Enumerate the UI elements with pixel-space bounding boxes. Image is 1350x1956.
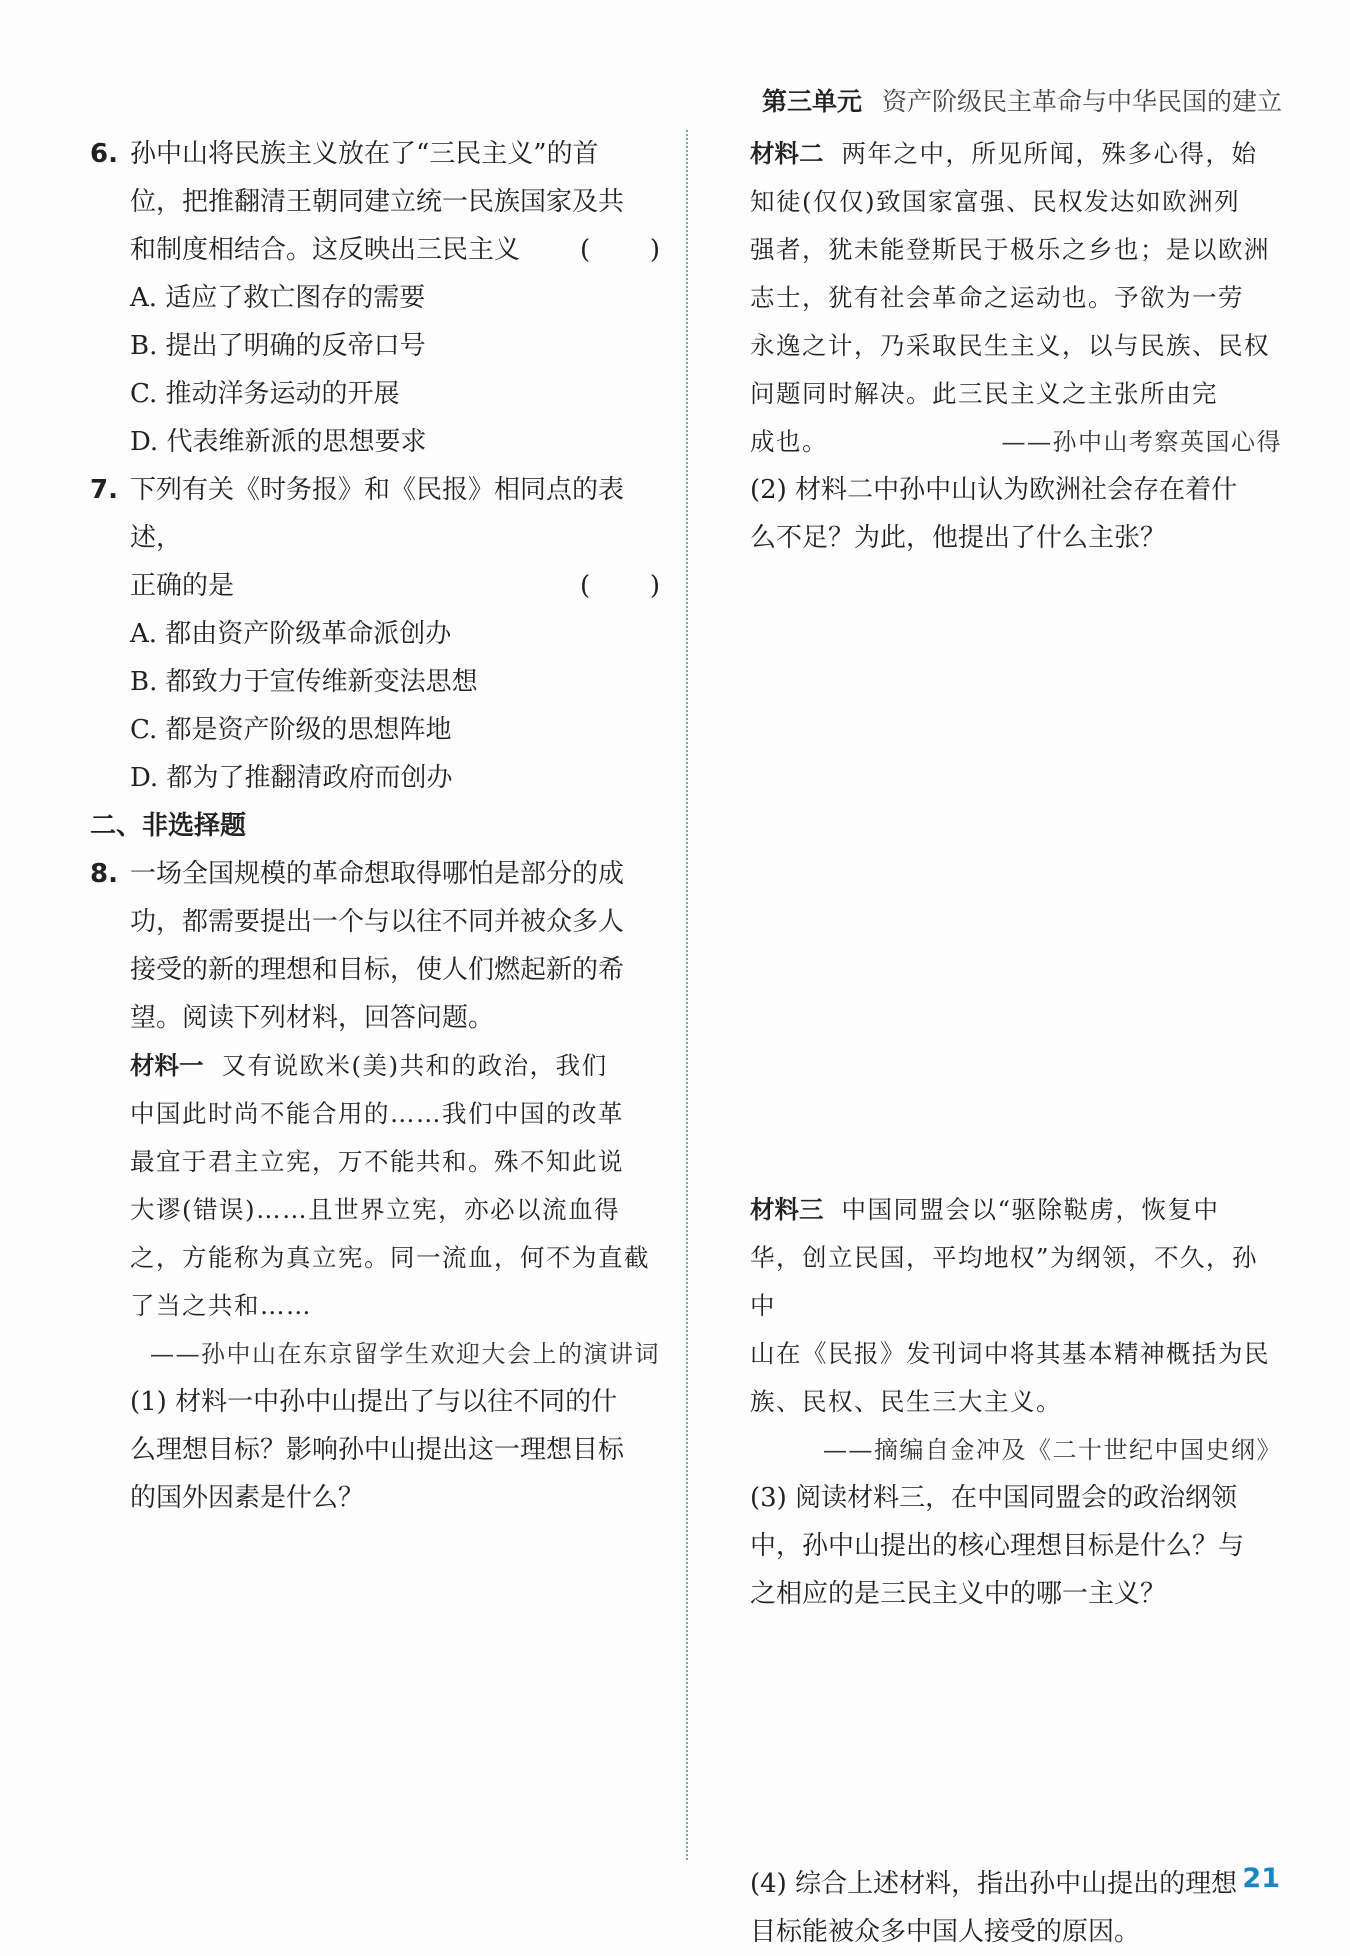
material-line: 最宜于君主立宪，万不能共和。殊不知此说 xyxy=(130,1147,624,1176)
material-label: 材料一 xyxy=(130,1051,204,1080)
sub-question-1: (1) 材料一中孙中山提出了与以往不同的什 么理想目标？影响孙中山提出这一理想目标 的国外因素是什么？ xyxy=(130,1387,625,1513)
question-line: 功，都需要提出一个与以往不同并被众多人 xyxy=(130,907,625,937)
material-source: ——摘编自金冲及《二十世纪中国史纲》 xyxy=(823,1436,1282,1464)
material-line: 山在《民报》发刊词中将其基本精神概括为民 xyxy=(750,1339,1270,1368)
material-line: 问题同时解决。此三民主义之主张所由完 xyxy=(750,379,1218,408)
sub-question-3: (3) 阅读材料三，在中国同盟会的政治纲领 中，孙中山提出的核心理想目标是什么？与 之相应的是三民主义中的哪一主义？ xyxy=(750,1483,1245,1609)
section-title: 二、非选择题 xyxy=(90,811,247,841)
material-line: 成也。 ——孙中山考察英国心得 xyxy=(750,418,1282,466)
column-divider xyxy=(686,130,688,1860)
material-line: 族、民权、民生三大主义。 xyxy=(750,1387,1062,1416)
option-c: C. 都是资产阶级的思想阵地 xyxy=(130,715,452,745)
question-8 xyxy=(90,850,660,1042)
material-1 xyxy=(90,1042,660,1378)
question-line: 一场全国规模的革命想取得哪怕是部分的成 xyxy=(130,859,625,889)
question-line: 和制度相结合。这反映出三民主义 ( ) xyxy=(130,226,660,274)
material-source: ——孙中山在东京留学生欢迎大会上的演讲词 xyxy=(150,1340,660,1368)
material-line: 大谬(错误)……且世界立宪，亦必以流血得 xyxy=(130,1195,621,1224)
question-number: 6. xyxy=(90,139,118,169)
material-line: 强者，犹未能登斯民于极乐之乡也；是以欧洲 xyxy=(750,235,1270,264)
material-line: 材料一 又有说欧米(美)共和的政治，我们 xyxy=(130,1051,608,1080)
unit-label: 第三单元 xyxy=(761,87,862,116)
material-line: 材料三 中国同盟会以“驱除鞑虏，恢复中 xyxy=(750,1195,1220,1224)
answer-blank: ( ) xyxy=(580,571,660,601)
material-line: 中国此时尚不能合用的……我们中国的改革 xyxy=(130,1099,624,1128)
option-a: A. 都由资产阶级革命派创办 xyxy=(130,619,452,649)
question-line: 位，把推翻清王朝同建立统一民族国家及共 xyxy=(130,187,625,217)
option-b: B. 提出了明确的反帝口号 xyxy=(130,331,426,361)
question-line: 正确的是 ( ) xyxy=(130,562,660,610)
answer-space xyxy=(750,1618,1282,1860)
unit-title: 资产阶级民主革命与中华民国的建立 xyxy=(881,87,1282,116)
material-2 xyxy=(750,130,1282,466)
question-line: 下列有关《时务报》和《民报》相同点的表述， xyxy=(130,475,625,553)
material-line: 材料二 两年之中，所见所闻，殊多心得，始 xyxy=(750,139,1258,168)
material-line: 志士，犹有社会革命之运动也。予欲为一劳 xyxy=(750,283,1244,312)
option-d: D. 都为了推翻清政府而创办 xyxy=(130,763,453,793)
question-number: 7. xyxy=(90,475,118,505)
question-line: 孙中山将民族主义放在了“三民主义”的首 xyxy=(130,139,599,169)
option-c: C. 推动洋务运动的开展 xyxy=(130,379,400,409)
answer-blank: ( ) xyxy=(580,235,660,265)
material-line: 了当之共和…… xyxy=(130,1291,312,1320)
option-d: D. 代表维新派的思想要求 xyxy=(130,427,427,457)
material-line: 华，创立民国，平均地权”为纲领，不久，孙中 xyxy=(750,1243,1259,1320)
page-number: 21 xyxy=(1242,1863,1280,1894)
material-label: 材料三 xyxy=(750,1195,824,1224)
material-label: 材料二 xyxy=(750,139,824,168)
material-source: ——孙中山考察英国心得 xyxy=(1001,428,1282,456)
answer-space xyxy=(750,562,1282,1186)
sub-question-2: (2) 材料二中孙中山认为欧洲社会存在着什 么不足？为此，他提出了什么主张？ xyxy=(750,475,1238,553)
sub-question-4: (4) 综合上述材料，指出孙中山提出的理想 目标能被众多中国人接受的原因。 xyxy=(750,1869,1238,1947)
material-line: 之，方能称为真立宪。同一流血，何不为直截 xyxy=(130,1243,650,1272)
material-3 xyxy=(750,1186,1282,1474)
material-line: 永逸之计，乃采取民生主义，以与民族、民权 xyxy=(750,331,1270,360)
left-column xyxy=(90,130,660,1522)
right-column xyxy=(750,130,1282,1956)
material-line: 知徒(仅仅)致国家富强、民权发达如欧洲列 xyxy=(750,187,1241,216)
question-number: 8. xyxy=(90,859,118,889)
question-6 xyxy=(90,130,660,274)
question-7 xyxy=(90,466,660,610)
question-line: 望。阅读下列材料，回答问题。 xyxy=(130,1003,495,1033)
option-b: B. 都致力于宣传维新变法思想 xyxy=(130,667,478,697)
option-a: A. 适应了救亡图存的需要 xyxy=(130,283,426,313)
page-header xyxy=(762,82,1282,118)
question-line: 接受的新的理想和目标，使人们燃起新的希 xyxy=(130,955,625,985)
